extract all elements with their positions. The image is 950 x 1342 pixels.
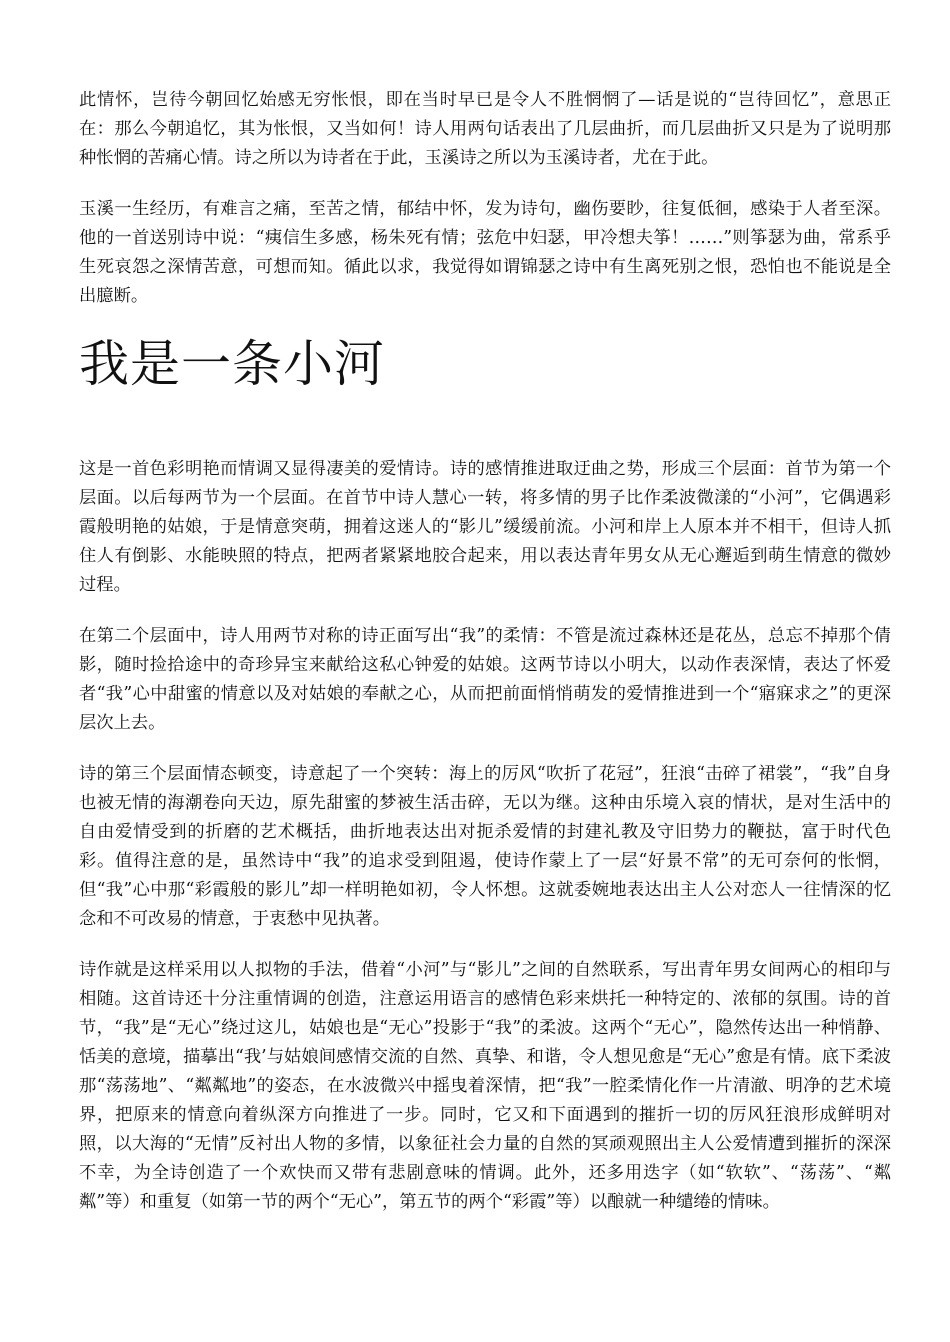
section-title: 我是一条小河 — [79, 335, 385, 393]
intro-paragraph-2: 玉溪一生经历，有难言之痛，至苦之情，郁结中怀，发为诗句，幽伤要眇，往复低徊，感染于人者至深。他的一首送别诗中说：“痍信生多感，杨朱死有情；弦危中妇瑟，甲冷想夫筝！……”则筝瑟为曲，常系乎生死哀怨之深情苦意，可想而知。循此以求，我觉得如谓锦瑟之诗中有生离死别之恨，恐怕也不能说是全出臆断。 — [79, 199, 891, 306]
intro-paragraph-1: 此情怀，岂待今朝回忆始感无穷怅恨，即在当时早已是令人不胜惘惘了—话是说的“岂待回忆”，意思正在：那么今朝追忆，其为怅恨，又当如何！诗人用两句话表出了几层曲折，而几层曲折又只是为了说明那种怅惘的苦痛心情。诗之所以为诗者在于此，玉溪诗之所以为玉溪诗者，尤在于此。 — [79, 90, 891, 168]
section-paragraph-3: 诗的第三个层面情态顿变，诗意起了一个突转：海上的厉风“吹折了花冠”，狂浪“击碎了裙裳”，“我”自身也被无情的海潮卷向天边，原先甜蜜的梦被生活击碎，无以为继。这种由乐境入哀的情状，是对生活中的自由爱情受到的折磨的艺术概括，曲折地表达出对扼杀爱情的封建礼教及守旧势力的鞭挞，富于时代色彩。值得注意的是，虽然诗中“我”的追求受到阻遏，使诗作蒙上了一层“好景不常”的无可奈何的怅惘，但“我”心中那“彩霞般的影儿”却一样明艳如初，令人怀想。这就委婉地表达出主人公对恋人一往情深的忆念和不可改易的情意，于衷愁中见执著。 — [79, 764, 891, 929]
section-paragraph-1: 这是一首色彩明艳而情调又显得凄美的爱情诗。诗的感情推进取迂曲之势，形成三个层面：首节为第一个层面。以后每两节为一个层面。在首节中诗人慧心一转，将多情的男子比作柔波微漾的“小河”，它偶遇彩霞般明艳的姑娘，于是情意突萌，拥着这迷人的“影儿”缓缓前流。小河和岸上人原本并不相干，但诗人抓住人有倒影、水能映照的特点，把两者紧紧地胶合起来，用以表达青年男女从无心邂逅到萌生情意的微妙过程。 — [79, 459, 891, 595]
section-paragraph-2: 在第二个层面中，诗人用两节对称的诗正面写出“我”的柔情：不管是流过森林还是花丛，总忘不掉那个倩影，随时捡拾途中的奇珍异宝来献给这私心钟爱的姑娘。这两节诗以小明大，以动作表深情，表达了怀爱者“我”心中甜蜜的情意以及对姑娘的奉献之心，从而把前面悄悄萌发的爱情推进到一个“寤寐求之”的更深层次上去。 — [79, 626, 891, 733]
document-page — [79, 86, 891, 1239]
section-paragraph-4: 诗作就是这样采用以人拟物的手法，借着“小河”与“影儿”之间的自然联系，写出青年男女间两心的相印与相随。这首诗还十分注重情调的创造，注意运用语言的感情色彩来烘托一种特定的、浓郁的氛围。诗的首节，“我”是“无心”绕过这儿，姑娘也是“无心”投影于“我”的柔波。这两个“无心”，隐然传达出一种悄静、恬美的意境，描摹出“我’与姑娘间感情交流的自然、真挚、和谐，令人想见愈是“无心”愈是有情。底下柔波那“荡荡地”、“粼粼地”的姿态，在水波微兴中摇曳着深情，把“我”一腔柔情化作一片清澈、明净的艺术境界，把原来的情意向着纵深方向推进了一步。同时，它又和下面遇到的摧折一切的厉风狂浪形成鲜明对照，以大海的“无情”反衬出人物的多情，以象征社会力量的自然的冥顽观照出主人公爱情遭到摧折的深深不幸，为全诗创造了一个欢快而又带有悲剧意味的情调。此外，还多用迭字（如“软软”、“荡荡”、“粼粼”等）和重复（如第一节的两个“无心”，第五节的两个“彩霞”等）以酿就一种缱绻的情味。 — [79, 960, 891, 1212]
